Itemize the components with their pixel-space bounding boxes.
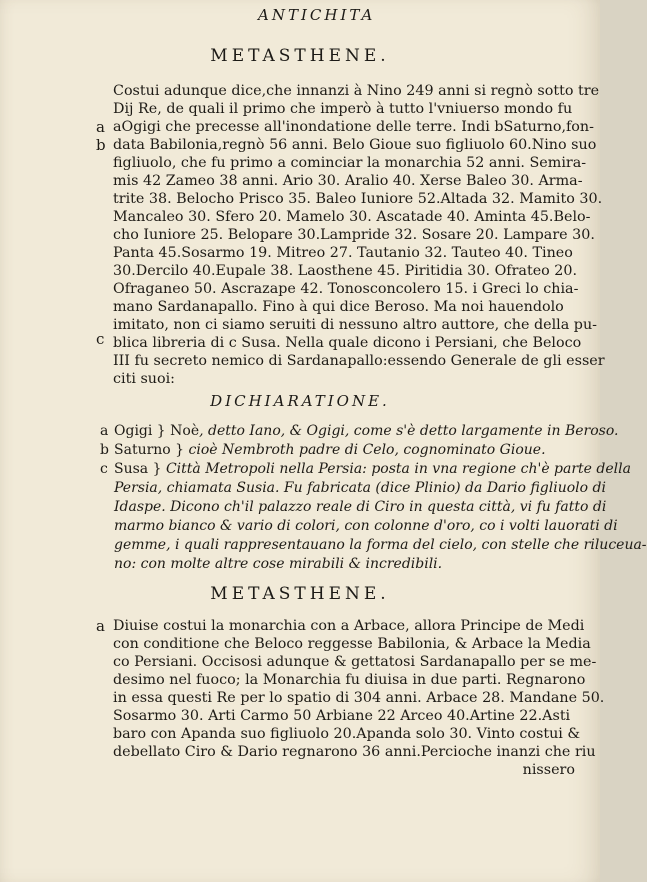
text-line: mano Sardanapallo. Fino à qui dice Beroso. Ma noi hauendolo <box>113 299 564 315</box>
annotation-term: Ogigi } Noè <box>114 423 200 439</box>
annotation-key: c <box>100 461 108 477</box>
text-line: data Babilonia,regnò 56 anni. Belo Gioue suo figliuolo 60.Nino suo <box>113 137 597 153</box>
text-line: desimo nel fuoco; la Monarchia fu diuisa in due parti. Regnarono <box>113 672 586 688</box>
text-line: Sosarmo 30. Arti Carmo 50 Arbiane 22 Arceo 40.Artine 22.Asti <box>113 708 571 724</box>
text-line: con conditione che Beloco reggesse Babilonia, & Arbace la Media <box>113 636 591 652</box>
section-2-text <box>113 617 605 779</box>
text-line: figliuolo, che fu primo a cominciar la monarchia 52 anni. Semira- <box>113 155 587 171</box>
annotation-c <box>100 460 631 479</box>
text-line: debellato Ciro & Dario regnarono 36 anni.Percioche inanzi che riu <box>113 744 596 760</box>
text-line: baro con Apanda suo figliuolo 20.Apanda solo 30. Vinto costui & <box>113 726 581 742</box>
annotation-text: cioè Nembroth padre di Celo, cognominato Gioue. <box>184 442 546 458</box>
annotation-continuation: marmo bianco & vario di colori, con colonne d'oro, co i volti lauorati di <box>114 518 618 534</box>
annotation-term: Saturno } <box>114 442 185 458</box>
margin-note-b: b <box>96 136 106 154</box>
text-line: citi suoi: <box>113 371 175 387</box>
text-line: aOgigi che precesse all'inondatione delle terre. Indi bSaturno,fon- <box>113 119 594 135</box>
margin-note-a: a <box>96 118 105 136</box>
text-line: Panta 45.Sosarmo 19. Mitreo 27. Tautanio 32. Tauteo 40. Tineo <box>113 245 573 261</box>
text-line: trite 38. Belocho Prisco 35. Baleo Iuniore 52.Altada 32. Mamito 30. <box>113 191 603 207</box>
margin-note-c: c <box>96 330 105 348</box>
dichiaratione-heading: DICHIARATIONE. <box>210 392 390 410</box>
annotation-continuation: gemme, i quali rappresentauano la forma del cielo, con stelle che riluceua- <box>114 537 647 553</box>
text-line: Dij Re, de quali il primo che imperò à tutto l'vniuerso mondo fu <box>113 101 573 117</box>
section-title-2: METASTHENE. <box>210 584 390 604</box>
text-line: in essa questi Re per lo spatio di 304 anni. Arbace 28. Mandane 50. <box>113 690 605 706</box>
text-line: Costui adunque dice,che innanzi à Nino 249 anni si regnò sotto tre <box>113 83 600 99</box>
text-line: mis 42 Zameo 38 anni. Ario 30. Aralio 40. Xerse Baleo 30. Arma- <box>113 173 583 189</box>
annotation-text: , detto Iano, & Ogigi, come s'è detto largamente in Beroso. <box>199 423 619 439</box>
text-line: cho Iuniore 25. Belopare 30.Lampride 32. Sosare 20. Lampare 30. <box>113 227 595 243</box>
margin-note-section-2: a <box>96 617 105 635</box>
running-head: ANTICHITA <box>258 6 376 24</box>
text-line: Diuise costui la monarchia con a Arbace, allora Principe de Medi <box>113 618 585 634</box>
text-line: 30.Dercilo 40.Eupale 38. Laosthene 45. Piritidia 30. Ofrateo 20. <box>113 263 578 279</box>
annotation-continuation: Idaspe. Dicono ch'il palazzo reale di Ciro in questa città, vi fu fatto di <box>114 499 607 515</box>
text-line: co Persiani. Occisosi adunque & gettatosi Sardanapallo per se me- <box>113 654 597 670</box>
annotation-key: b <box>100 442 109 458</box>
annotation-continuation: no: con molte altre cose mirabili & incredibili. <box>114 556 443 572</box>
annotation-continuation: Persia, chiamata Susia. Fu fabricata (dice Plinio) da Dario figliuolo di <box>114 480 606 496</box>
text-line: Mancaleo 30. Sfero 20. Mamelo 30. Ascatade 40. Aminta 45.Belo- <box>113 209 591 225</box>
annotation-term: Susa } <box>114 461 162 477</box>
catchword: nissero <box>522 762 575 778</box>
annotation-key: a <box>100 423 109 439</box>
text-line: Ofraganeo 50. Ascrazape 42. Tonosconcolero 15. i Greci lo chia- <box>113 281 579 297</box>
text-line: imitato, non ci siamo seruiti di nessuno altro auttore, che della pu- <box>113 317 597 333</box>
text-line: III fu secreto nemico di Sardanapallo:essendo Generale de gli esser <box>113 353 605 369</box>
section-title-1: METASTHENE. <box>210 46 390 66</box>
text-line: blica libreria di c Susa. Nella quale dicono i Persiani, che Beloco <box>113 335 582 351</box>
annotation-a <box>100 422 619 441</box>
annotations <box>100 422 647 574</box>
annotation-b <box>100 441 576 460</box>
annotation-text: Città Metropoli nella Persia: posta in vna regione ch'è parte della <box>161 461 631 477</box>
section-1-text <box>113 82 605 388</box>
